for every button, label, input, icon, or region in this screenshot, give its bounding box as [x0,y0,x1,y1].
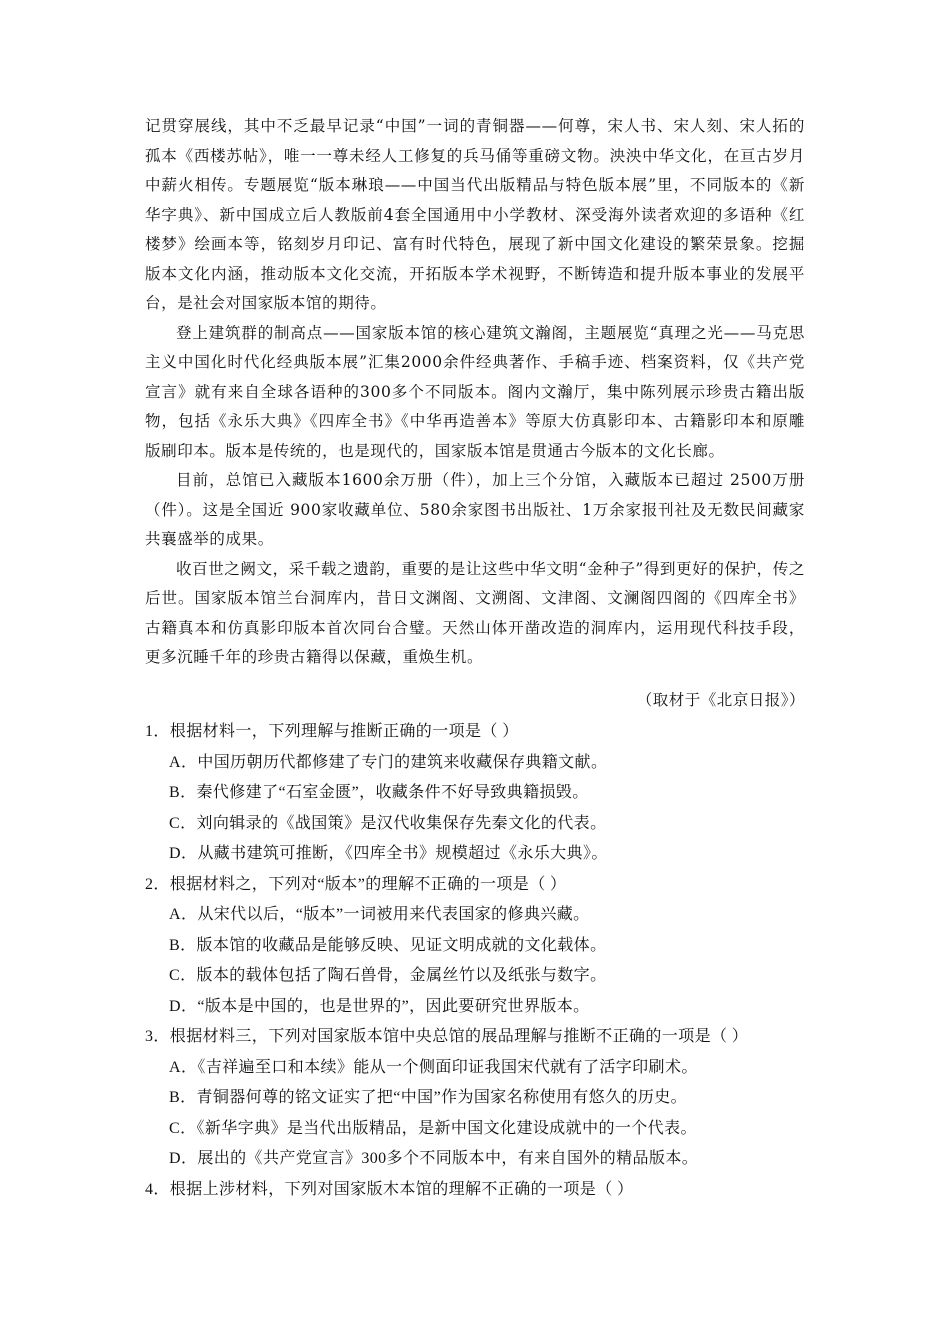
option-c: C．《新华字典》是当代出版精品，是新中国文化建设成就中的一个代表。 [169,1119,697,1137]
question-2 [145,870,815,1023]
question-stem: 4．根据上涉材料，下列对国家版木本馆的理解不正确的一项是（ ） [145,1180,634,1198]
reading-passage [145,112,805,673]
option-d: D．展出的《共产党宣言》300多个不同版本中，有来自国外的精品版本。 [169,1150,699,1167]
option-b: B．青铜器何尊的铭文证实了把“中国”作为国家名称使用有悠久的历史。 [169,1089,688,1106]
question-3 [145,1022,815,1175]
option-a: A．《吉祥遍至口和本续》能从一个侧面印证我国宋代就有了活字印刷术。 [169,1058,698,1076]
question-1 [145,717,815,870]
passage-paragraph: 记贯穿展线，其中不乏最早记录“中国”一词的青铜器——何尊，宋人书、宋人刻、宋人拓的孤本《西楼苏帖》，唯一一尊未经人工修复的兵马俑等重磅文物。泱泱中华文化，在亘古岁月中薪火相传。专题展览“版本琳琅——中国当代出版精品与特色版本展”里，不同版本的《新华字典》、新中国成立后人教版前4套全国通用中小学教材、深受海外读者欢迎的多语种《红楼梦》绘画本等，铭刻岁月印记、富有时代特色，展现了新中国文化建设的繁荣景象。挖掘版本文化内涵，推动版本文化交流，开拓版本学术视野，不断铸造和提升版本事业的发展平台，是社会对国家版本馆的期待。 [145,117,805,312]
option-c: C．刘向辑录的《战国策》是汉代收集保存先秦文化的代表。 [169,814,607,832]
question-stem: 2．根据材料之，下列对“版本”的理解不正确的一项是（ ） [145,875,567,893]
passage-paragraph: 收百世之阙文，采千载之遗韵，重要的是让这些中华文明“金种子”得到更好的保护，传之后世。国家版本馆兰台洞库内，昔日文渊阁、文溯阁、文津阁、文澜阁四阁的《四库全书》古籍真本和仿真影印版本首次同台合璧。天然山体开凿改造的洞库内，运用现代科技手段，更多沉睡千年的珍贵古籍得以保藏，重焕生机。 [145,559,805,666]
option-b: B．版本馆的收藏品是能够反映、见证文明成就的文化载体。 [169,936,607,954]
question-4 [145,1175,815,1206]
question-stem: 3．根据材料三，下列对国家版本馆中央总馆的展品理解与推断不正确的一项是（ ） [145,1028,749,1045]
question-stem: 1．根据材料一，下列理解与推断正确的一项是（ ） [145,723,519,740]
option-b: B．秦代修建了“石室金匮”，收藏条件不好导致典籍损毁。 [169,784,589,801]
passage-paragraph: 目前，总馆已入藏版本1600余万册（件），加上三个分馆，入藏版本已超过 2500万册（件）。这是全国近 900家收藏单位、580余家图书出版社、1万余家报刊社及无数民间藏家共襄盛举的成果。 [145,471,805,548]
option-c: C．版本的载体包括了陶石兽骨，金属丝竹以及纸张与数字。 [169,967,607,984]
option-d: D．从藏书建筑可推断，《四库全书》规模超过《永乐大典》。 [169,845,608,862]
option-a: A．中国历朝历代都修建了专门的建筑来收藏保存典籍文献。 [169,753,608,771]
option-a: A．从宋代以后，“版本”一词被用来代表国家的修典兴藏。 [169,906,590,923]
question-list [145,717,815,1205]
option-d: D．“版本是中国的，也是世界的”，因此要研究世界版本。 [169,997,590,1015]
passage-paragraph: 登上建筑群的制高点——国家版本馆的核心建筑文瀚阁，主题展览“真理之光——马克思主义中国化时代化经典版本展”汇集2000余件经典著作、手稿手迹、档案资料，仅《共产党宣言》就有来自全球各语种的300多个不同版本。阁内文瀚厅，集中陈列展示珍贵古籍出版物，包括《永乐大典》《四库全书》《中华再造善本》等原大仿真影印本、古籍影印本和原雕版刷印本。版本是传统的，也是现代的，国家版本馆是贯通古今版本的文化长廊。 [145,323,805,460]
passage-source: （取材于《北京日报》） [636,691,805,709]
